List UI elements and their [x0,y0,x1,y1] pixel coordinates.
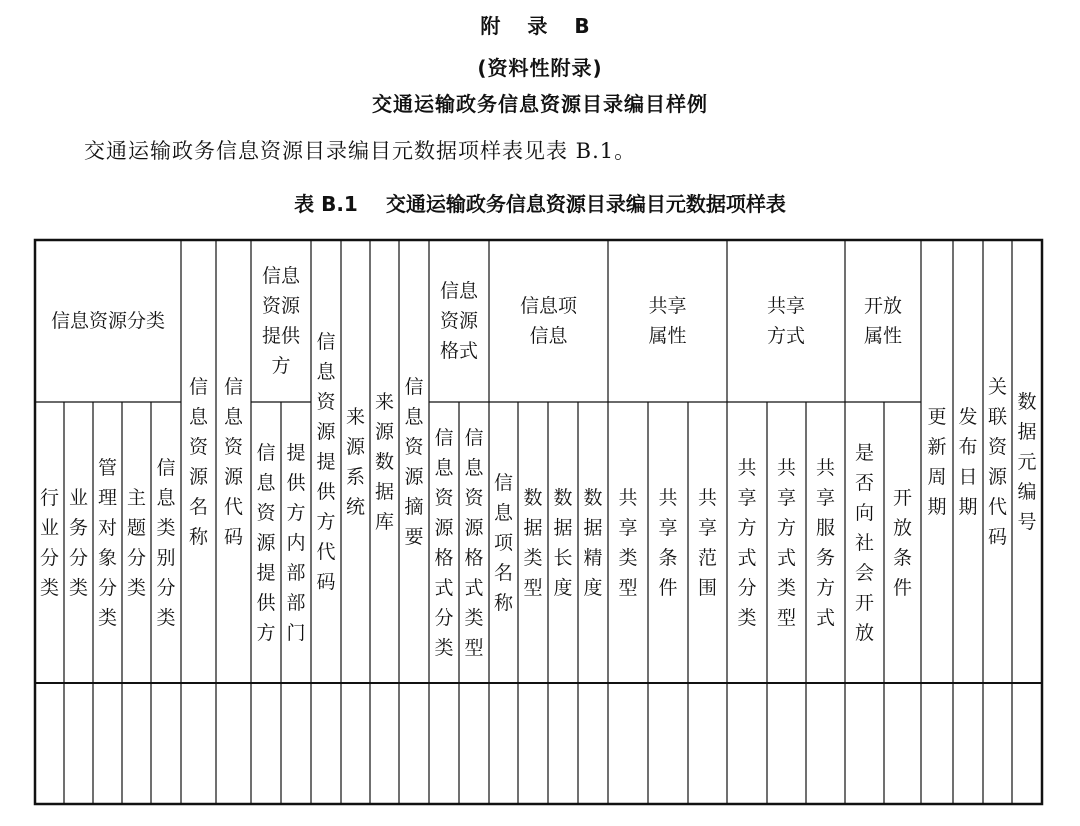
col-subject: 主题分类 [126,486,146,599]
group-classification: 信息资源分类 [50,310,165,332]
col-business: 业务分类 [68,486,88,599]
col-open-condition: 开放条件 [892,486,912,599]
appendix-title: 附 录 B [480,14,600,38]
col-resource-name: 信息资源名称 [188,375,208,548]
col-management: 管理对象分类 [97,456,117,629]
group-share-mode: 共享方式 [766,295,805,347]
col-provider-dept: 提供方内部部门 [286,441,306,644]
col-share-service: 共享服务方式 [815,456,835,629]
col-open-to-public: 是否向社会开放 [854,441,874,644]
col-share-mode-type: 共享方式类型 [776,456,796,629]
col-format-type: 信息资源格式类型 [464,426,484,659]
col-provider-name: 信息资源提供方 [256,441,276,644]
appendix-subtitle: (资料性附录) [477,56,603,80]
group-format: 信息资源格式 [439,280,478,362]
col-source-system: 来源系统 [345,405,365,518]
col-resource-code: 信息资源代码 [223,375,243,548]
col-related-code: 关联资源代码 [987,375,1007,548]
group-open-attr: 开放属性 [863,295,902,347]
col-share-scope: 共享范围 [697,486,717,599]
appendix-name: 交通运输政务信息资源目录编目样例 [372,92,708,116]
table-caption-title: 交通运输政务信息资源目录编目元数据项样表 [385,192,786,216]
col-source-db: 来源数据库 [374,390,394,533]
intro-paragraph: 交通运输政务信息资源目录编目元数据项样表见表 B.1。 [84,139,637,163]
col-share-condition: 共享条件 [658,486,678,599]
col-share-mode-class: 共享方式分类 [737,456,757,629]
table-caption-number: 表 B.1 [294,192,358,216]
col-summary: 信息资源摘要 [404,375,424,548]
col-item-name: 信息项名称 [493,471,513,614]
col-update-cycle: 更新周期 [927,405,947,518]
col-element-number: 数据元编号 [1017,390,1037,533]
col-info-type: 信息类别分类 [156,456,176,629]
col-format-class: 信息资源格式分类 [434,426,454,659]
col-data-length: 数据长度 [553,486,573,599]
col-provider-code: 信息资源提供方代码 [316,330,336,593]
col-share-type: 共享类型 [618,486,638,599]
col-publish-date: 发布日期 [958,405,978,518]
col-data-type: 数据类型 [523,486,543,599]
col-data-precision: 数据精度 [583,486,603,599]
group-item-info: 信息项信息 [519,295,577,347]
group-provider: 信息资源提供方 [261,265,300,377]
group-share-attr: 共享属性 [648,295,687,347]
col-industry: 行业分类 [39,486,59,599]
